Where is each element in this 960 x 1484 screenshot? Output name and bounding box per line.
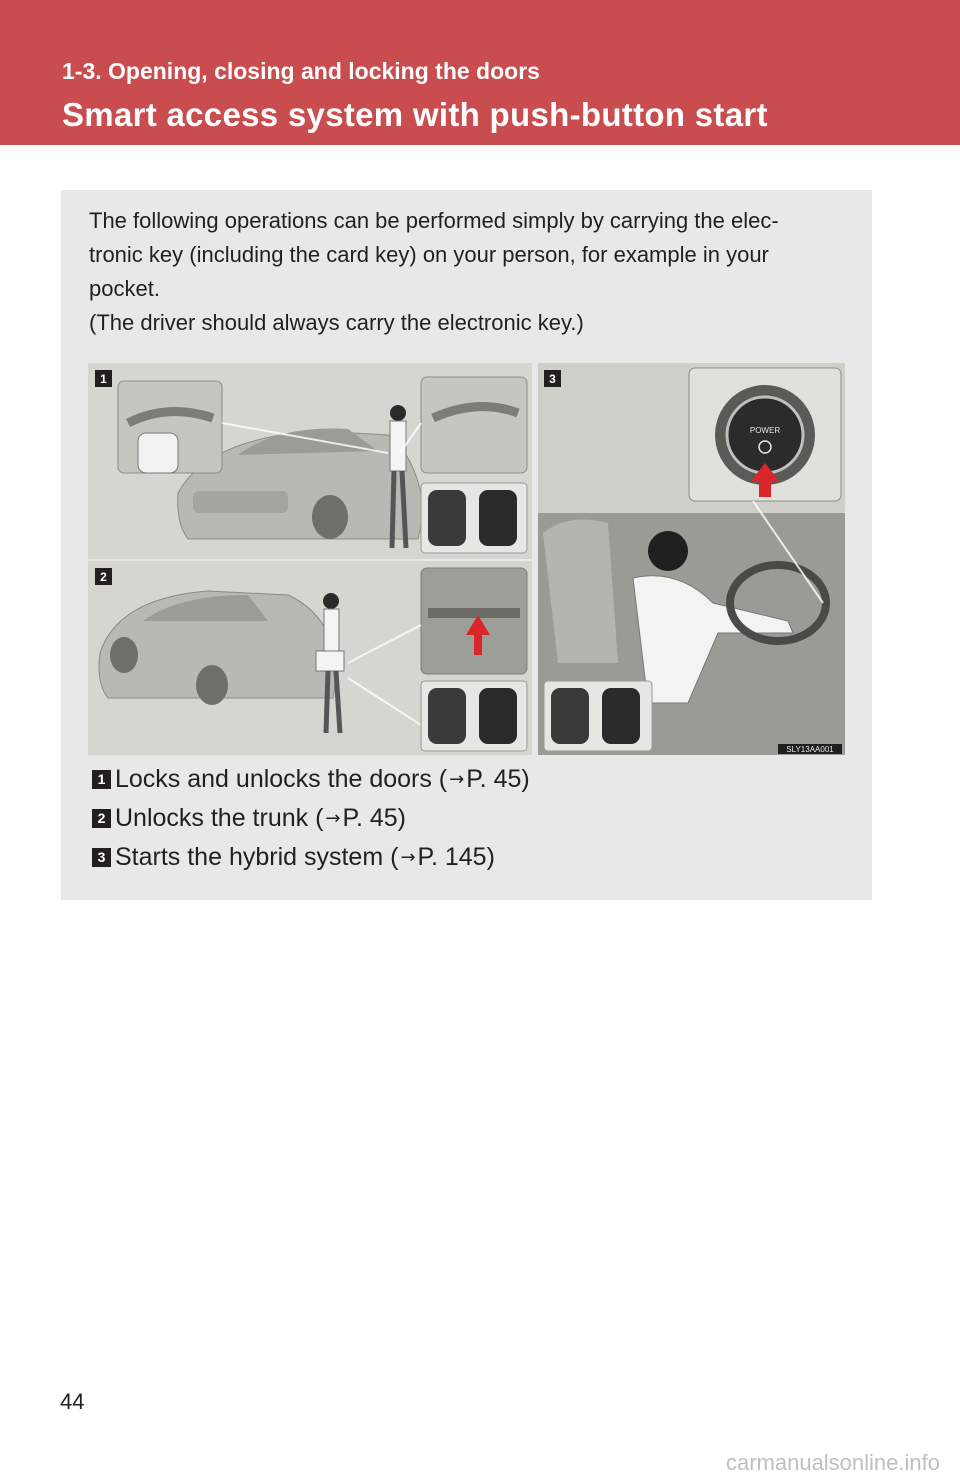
intro-text: [89, 204, 839, 340]
caption-item: [92, 838, 530, 877]
intro-line: pocket.: [89, 276, 160, 301]
page-title: Smart access system with push-button start: [62, 96, 768, 133]
page-number: 44: [60, 1389, 85, 1414]
smart-access-illustration: [88, 363, 845, 755]
watermark: carmanualsonline.info: [725, 1450, 940, 1475]
section-header: [0, 0, 960, 145]
caption-number-badge: 1: [92, 770, 111, 789]
reference-arrow-icon: →: [400, 847, 416, 868]
power-button-label: POWER: [749, 426, 781, 435]
caption-number-badge: 2: [92, 809, 111, 828]
caption-list: [92, 760, 530, 877]
page-reference-link[interactable]: P. 145): [417, 843, 495, 871]
step-badge-number: 3: [549, 372, 556, 386]
caption-text: Locks and unlocks the doors (: [115, 765, 448, 793]
intro-line: tronic key (including the card key) on your person, for example in your: [89, 242, 769, 267]
caption-number-badge: 3: [92, 848, 111, 867]
step-badge-number: 1: [100, 372, 107, 386]
caption-text: Unlocks the trunk (: [115, 804, 324, 832]
caption-item: [92, 760, 530, 799]
step-badge-number: 2: [100, 570, 107, 584]
reference-arrow-icon: →: [449, 769, 465, 790]
page-reference-link[interactable]: P. 45): [342, 804, 406, 832]
section-label: 1-3. Opening, closing and locking the doors: [62, 58, 540, 84]
intro-line: The following operations can be performed simply by carrying the elec-: [89, 208, 779, 233]
intro-line: (The driver should always carry the electronic key.): [89, 310, 584, 335]
caption-item: [92, 799, 530, 838]
page-reference-link[interactable]: P. 45): [466, 765, 530, 793]
caption-text: Starts the hybrid system (: [115, 843, 399, 871]
illustration-code: SLY13AA001: [786, 745, 834, 754]
reference-arrow-icon: →: [325, 808, 341, 829]
content-panel: [61, 190, 872, 900]
